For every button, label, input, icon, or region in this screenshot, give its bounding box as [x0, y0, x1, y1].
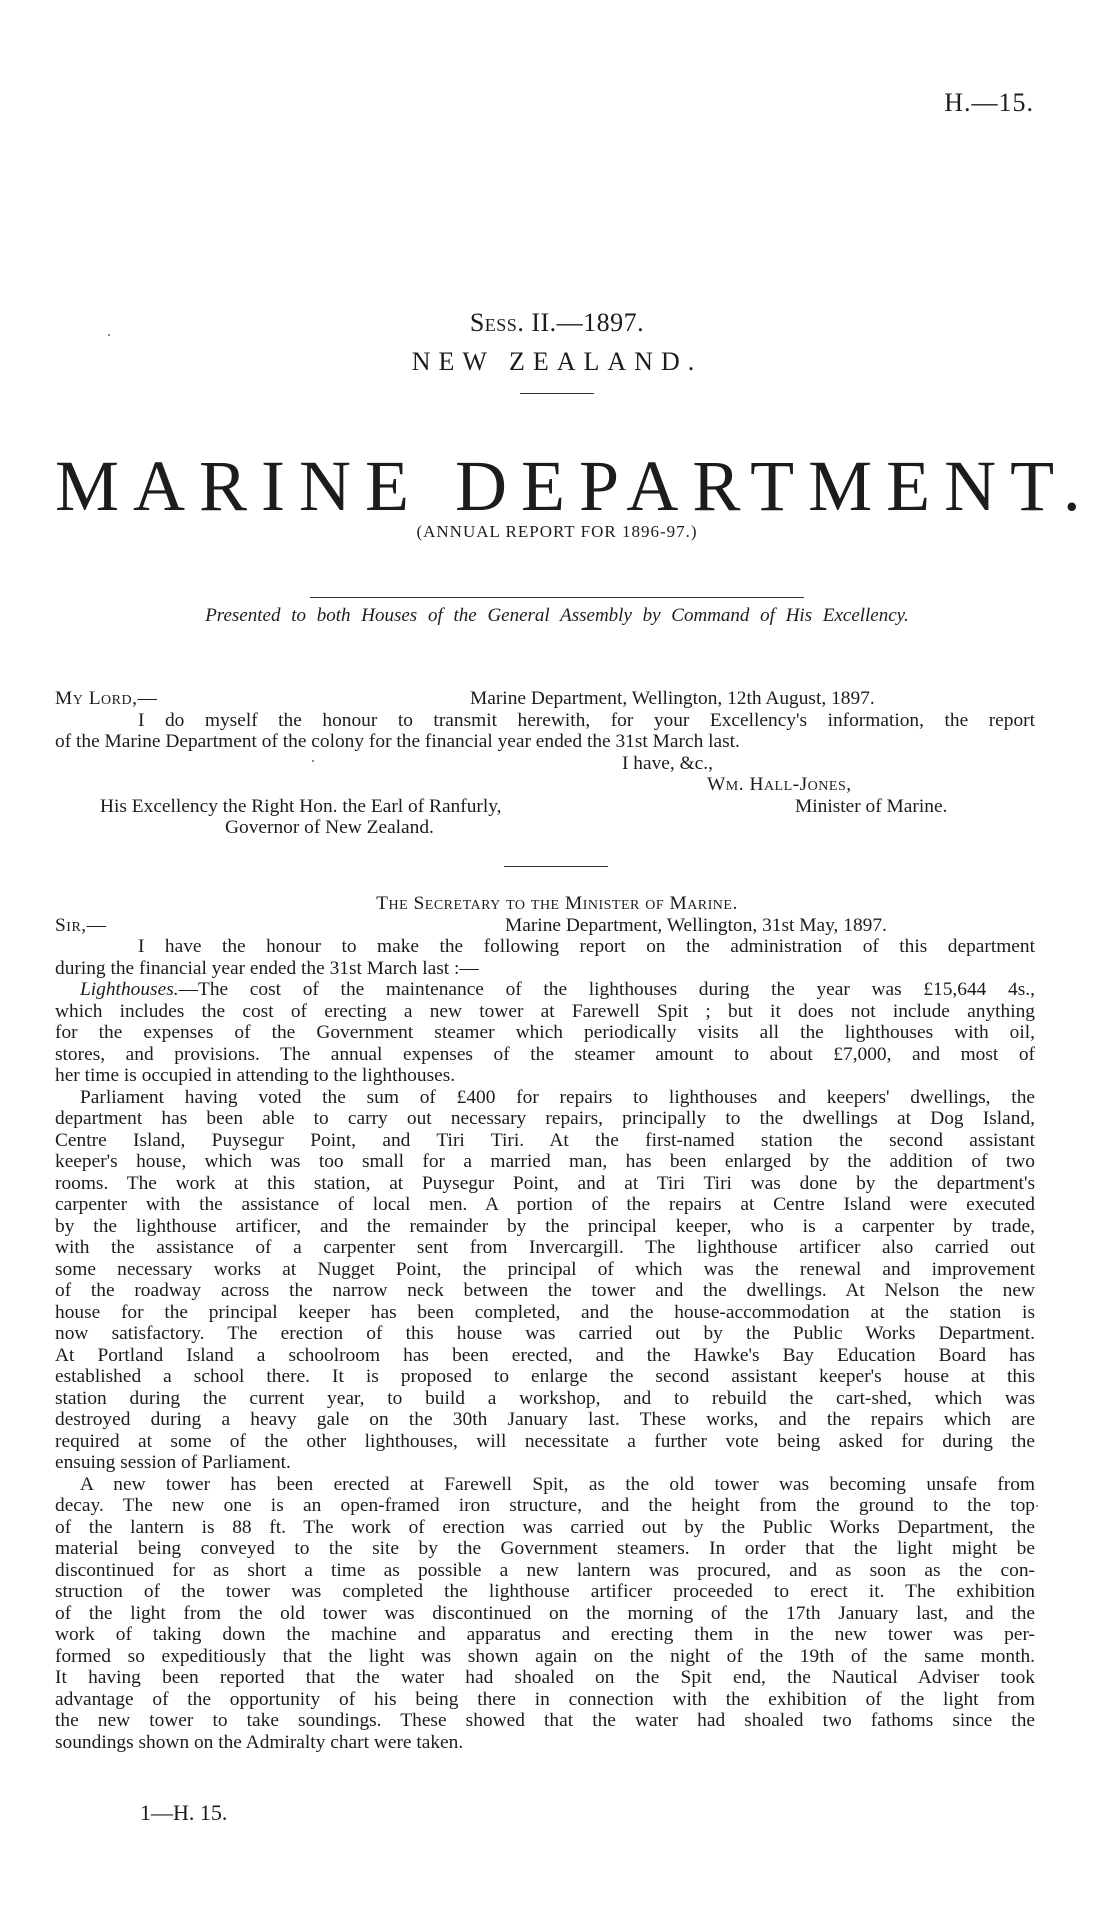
body-line: discontinued for as short a time as possible a new lantern was procured, and as soon as the con- — [55, 1560, 1035, 1581]
country-line: NEW ZEALAND. — [411, 347, 703, 376]
place-date: Marine Department, Wellington, 31st May, 1897. — [505, 915, 887, 936]
body-line: house for the principal keeper has been completed, and the house-accommodation at the station is — [55, 1302, 1035, 1323]
salutation: Sir,— — [55, 915, 107, 936]
body-line: decay. The new one is an open-framed iron structure, and the height from the ground to the top — [55, 1495, 1035, 1516]
sheet-mark: 1—H. 15. — [140, 1800, 228, 1825]
body-line: Parliament having voted the sum of £400 for repairs to lighthouses and keepers' dwellings, the — [80, 1087, 1035, 1108]
signature: Wm. Hall-Jones, — [707, 774, 852, 795]
session-line: Sess. II.—1897. — [469, 308, 645, 337]
scan-speck — [108, 334, 110, 336]
page-code: H.—15. — [944, 88, 1034, 117]
body-line: work of taking down the machine and apparatus and erecting them in the new tower was per- — [55, 1624, 1035, 1645]
body-line: her time is occupied in attending to the lighthouses. — [55, 1065, 456, 1086]
body-line: of the light from the old tower was discontinued on the morning of the 17th January last, and the — [55, 1603, 1035, 1624]
salutation: My Lord,— — [55, 688, 158, 709]
body-line: It having been reported that the water had shoaled on the Spit end, the Nautical Adviser took — [55, 1667, 1035, 1688]
body-line: stores, and provisions. The annual expenses of the steamer amount to about £7,000, and most of — [55, 1044, 1035, 1065]
body-line: department has been able to carry out necessary repairs, principally to the dwellings at Dog Island, — [55, 1108, 1035, 1129]
body-line: soundings shown on the Admiralty chart were taken. — [55, 1732, 464, 1753]
scan-speck — [1036, 1505, 1038, 1507]
body-line: of the lantern is 88 ft. The work of erection was carried out by the Public Works Department, the — [55, 1517, 1035, 1538]
body-line: Centre Island, Puysegur Point, and Tiri Tiri. At the first-named station the second assistant — [55, 1130, 1035, 1151]
addressee: His Excellency the Right Hon. the Earl of Ranfurly, — [100, 796, 502, 817]
presented-line: Presented to both Houses of the General Assembly by Command of His Excellency. — [205, 605, 909, 626]
body-line: for the expenses of the Government steamer which periodically visits all the lighthouses with oil, — [55, 1022, 1035, 1043]
divider — [520, 393, 594, 394]
body-line: A new tower has been erected at Farewell Spit, as the old tower was becoming unsafe from — [80, 1474, 1035, 1495]
body-line: some necessary works at Nugget Point, the principal of which was the renewal and improvement — [55, 1259, 1035, 1280]
body-line: during the financial year ended the 31st March last :— — [55, 958, 479, 979]
body-line: with the assistance of a carpenter sent from Invercargill. The lighthouse artificer also carried out — [55, 1237, 1035, 1258]
place-date: Marine Department, Wellington, 12th August, 1897. — [470, 688, 875, 709]
body-line: of the roadway across the narrow neck between the tower and the dwellings. At Nelson the new — [55, 1280, 1035, 1301]
body-line: rooms. The work at this station, at Puysegur Point, and at Tiri Tiri was done by the department's — [55, 1173, 1035, 1194]
body-line: I do myself the honour to transmit herewith, for your Excellency's information, the report — [138, 710, 1035, 731]
section-label: Lighthouses. — [80, 979, 179, 1000]
body-line: material being conveyed to the site by the Government steamers. In order that the light might be — [55, 1538, 1035, 1559]
closing: I have, &c., — [622, 753, 713, 774]
body-line: I have the honour to make the following report on the administration of this department — [138, 936, 1035, 957]
body-line: advantage of the opportunity of his being there in connection with the exhibition of the light from — [55, 1689, 1035, 1710]
body-line: ensuing session of Parliament. — [55, 1452, 291, 1473]
letter-heading: The Secretary to the Minister of Marine. — [376, 893, 738, 914]
body-line: destroyed during a heavy gale on the 30th January last. These works, and the repairs which are — [55, 1409, 1035, 1430]
body-line: keeper's house, which was too small for a married man, has been enlarged by the addition of two — [55, 1151, 1035, 1172]
body-line: At Portland Island a schoolroom has been erected, and the Hawke's Bay Education Board has — [55, 1345, 1035, 1366]
subtitle: (ANNUAL REPORT FOR 1896-97.) — [416, 522, 698, 541]
divider — [504, 866, 608, 867]
body-line: required at some of the other lighthouses, will necessitate a further vote being asked for during the — [55, 1431, 1035, 1452]
page-title: MARINE DEPARTMENT. — [55, 446, 1095, 526]
addressee-title: Governor of New Zealand. — [225, 817, 434, 838]
body-line: now satisfactory. The erection of this house was carried out by the Public Works Department. — [55, 1323, 1035, 1344]
body-line: by the lighthouse artificer, and the remainder by the principal keeper, who is a carpenter by trade, — [55, 1216, 1035, 1237]
body-line: station during the current year, to build a workshop, and to rebuild the cart-shed, which was — [55, 1388, 1035, 1409]
divider — [310, 597, 804, 598]
body-line: Lighthouses.—The cost of the maintenance of the lighthouses during the year was £15,644 4s., — [80, 979, 1035, 1000]
body-line: struction of the tower was completed the lighthouse artificer proceeded to erect it. The exhibition — [55, 1581, 1035, 1602]
body-line: carpenter with the assistance of local men. A portion of the repairs at Centre Island were executed — [55, 1194, 1035, 1215]
body-line: of the Marine Department of the colony for the financial year ended the 31st March last. — [55, 731, 740, 752]
scan-speck — [312, 760, 314, 762]
body-line: which includes the cost of erecting a new tower at Farewell Spit ; but it does not include anything — [55, 1001, 1035, 1022]
body-line: established a school there. It is proposed to enlarge the second assistant keeper's house at this — [55, 1366, 1035, 1387]
body-line: the new tower to take soundings. These showed that the water had shoaled two fathoms since the — [55, 1710, 1035, 1731]
signer-title: Minister of Marine. — [795, 796, 948, 817]
body-line: formed so expeditiously that the light was shown again on the night of the 19th of the same month. — [55, 1646, 1035, 1667]
